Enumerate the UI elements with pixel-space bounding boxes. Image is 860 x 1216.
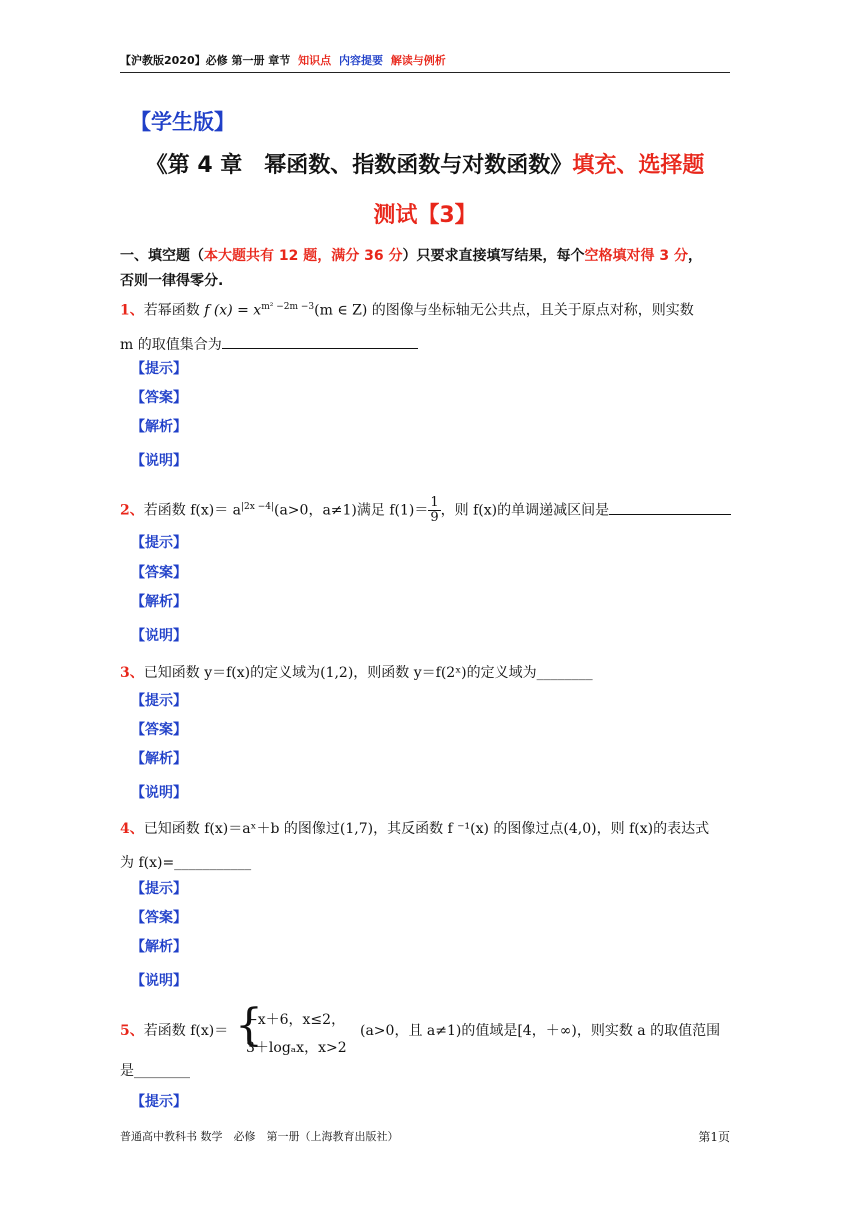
question-text: 若函数 f(x)＝ a: [143, 502, 241, 519]
question-text: 若函数 f(x)＝: [143, 1023, 229, 1039]
formula-exponent: |2x −4|: [241, 502, 274, 512]
answer-label: 【答案】: [131, 722, 187, 738]
formula-exponent: m² −2m −3: [261, 302, 315, 312]
header-series: 【沪教版2020】必修 第一册 章节: [120, 54, 291, 67]
formula: f (x) = x: [204, 302, 262, 319]
document-title: [120, 148, 730, 179]
section-instructions: [120, 244, 732, 294]
fraction: [428, 496, 440, 525]
hint-label: 【提示】: [131, 881, 187, 897]
question-text: m 的取值集合为: [120, 336, 222, 353]
instr-part: 一、填空题（: [120, 248, 204, 264]
question-text: (a>0，a≠1)满足 f(1)＝: [274, 502, 429, 519]
title-main: 《第 4 章 幂函数、指数函数与对数函数》: [145, 153, 573, 178]
note-label: 【说明】: [131, 453, 187, 469]
page-header: [120, 52, 730, 73]
question-number: 2、: [120, 502, 144, 519]
question-text: 若幂函数: [143, 302, 205, 319]
answer-label: 【答案】: [131, 565, 187, 581]
formula: (m ∈ Z): [314, 302, 368, 319]
analysis-label: 【解析】: [131, 939, 187, 955]
question-number: 5、: [120, 1023, 144, 1039]
analysis-label: 【解析】: [131, 594, 187, 610]
question-text: (a>0，且 a≠1)的值域是[4，＋∞)，则实数 a 的取值范围: [360, 1023, 721, 1039]
question-text: ，则 f(x)的单调递减区间是: [440, 502, 610, 519]
instr-part: 否则一律得零分.: [120, 273, 224, 289]
page-footer: [120, 1128, 730, 1144]
hint-label: 【提示】: [131, 693, 187, 709]
hint-label: 【提示】: [131, 361, 187, 377]
answer-blank[interactable]: [222, 334, 418, 349]
question-number: 3、: [120, 665, 144, 681]
hint-label: 【提示】: [131, 535, 187, 551]
answer-label: 【答案】: [131, 910, 187, 926]
header-tag-summary: 内容提要: [338, 54, 383, 67]
hint-label: 【提示】: [131, 1094, 187, 1110]
question-text: 为 f(x)=___________: [120, 855, 252, 871]
question-2: [120, 490, 732, 528]
page-number: 第1页: [698, 1130, 730, 1144]
fraction-denominator: 9: [430, 510, 439, 526]
question-text: 的图像与坐标轴无公共点，且关于原点对称，则实数: [367, 302, 694, 319]
edition-label: 【学生版】: [130, 110, 235, 134]
case-line: −x＋6，x≤2，: [246, 1012, 346, 1028]
question-number: 1、: [120, 302, 144, 319]
case-line: 3＋logₐx，x>2: [246, 1040, 347, 1056]
fraction-numerator: 1: [430, 495, 439, 511]
question-text: 是________: [120, 1063, 190, 1079]
instr-part: ，: [687, 248, 702, 264]
title-type: 填充、选择题: [572, 153, 705, 178]
question-4: [120, 812, 732, 880]
question-3: [120, 656, 732, 690]
note-label: 【说明】: [131, 973, 187, 989]
analysis-label: 【解析】: [131, 751, 187, 767]
header-tag-analysis: 解读与例析: [390, 54, 446, 67]
header-tag-knowledge: 知识点: [298, 54, 332, 67]
piecewise-brace: {: [235, 1000, 263, 1051]
analysis-label: 【解析】: [131, 419, 187, 435]
footer-textbook: 普通高中教科书 数学 必修 第一册（上海教育出版社）: [120, 1130, 399, 1143]
note-label: 【说明】: [131, 785, 187, 801]
instr-score: 本大题共有 12 题，满分 36 分: [204, 248, 403, 264]
instr-points: 空格填对得 3 分: [584, 248, 688, 264]
question-text: 已知函数 f(x)＝aˣ＋b 的图像过(1,7)，其反函数 f ⁻¹(x) 的图像过点(4,0)，则 f(x)的表达式: [143, 821, 710, 837]
answer-blank[interactable]: [609, 500, 731, 515]
answer-label: 【答案】: [131, 390, 187, 406]
note-label: 【说明】: [131, 628, 187, 644]
instr-part: ）只要求直接填写结果，每个: [402, 248, 585, 264]
question-number: 4、: [120, 821, 144, 837]
question-text: 已知函数 y＝f(x)的定义域为(1,2)，则函数 y＝f(2ˣ)的定义域为________: [143, 665, 593, 681]
document-subtitle: 测试【3】: [373, 203, 477, 228]
question-1: [120, 290, 732, 362]
